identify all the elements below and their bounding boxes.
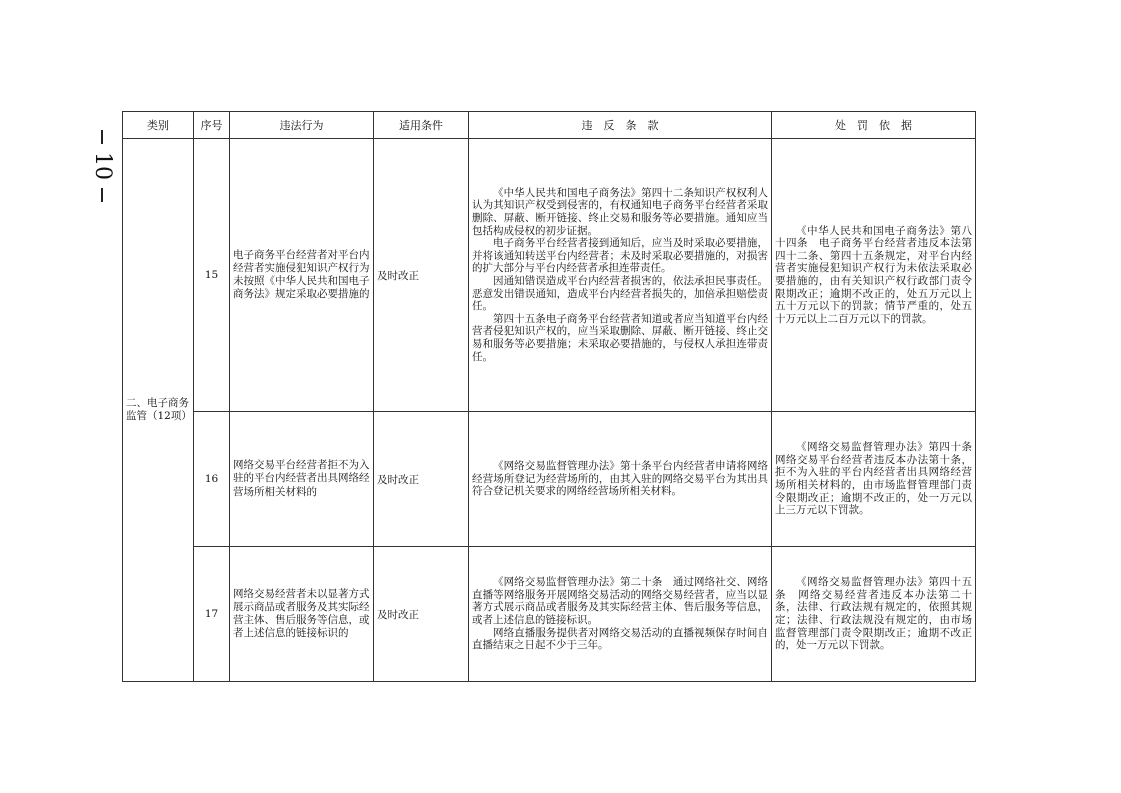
category-cell: 二、电子商务监管（12项）	[123, 139, 194, 682]
page-number-dash	[101, 130, 103, 144]
penalty-paragraph: 《中华人民共和国电子商务法》第八十四条 电子商务平台经营者违反本法第四十二条、第四十五条规定，对平台内经营者实施侵犯知识产权行为未依法采取必要措施的，由有关知识产权行政部门责令限期改正；逾期不改正的，处五万元以上五十万元以下的罚款；情节严重的，处五十万元以上二百万元以下的罚款。	[775, 224, 972, 325]
article-paragraph: 《网络交易监督管理办法》第十条平台内经营者申请将网络经营场所登记为经营场所的，由其入驻的网络交易平台为其出具符合登记机关要求的网络经营场所相关材料。	[472, 460, 768, 498]
violation-cell: 网络交易经营者未以显著方式展示商品或者服务及其实际经营主体、售后服务等信息，或者上述信息的链接标识的	[230, 547, 374, 682]
violation-cell: 电子商务平台经营者对平台内经营者实施侵犯知识产权行为未按照《中华人民共和国电子商务法》规定采取必要措施的	[230, 139, 374, 412]
penalty-cell	[772, 139, 976, 412]
condition-cell: 及时改正	[374, 139, 469, 412]
article-paragraph: 因通知错误造成平台内经营者损害的，依法承担民事责任。恶意发出错误通知，造成平台内经营者损失的，加倍承担赔偿责任。	[472, 275, 768, 313]
page-number-text: 10	[90, 152, 115, 180]
header-seq: 序号	[194, 112, 230, 139]
violation-cell: 网络交易平台经营者拒不为入驻的平台内经营者出具网络经营场所相关材料的	[230, 412, 374, 547]
condition-cell: 及时改正	[374, 547, 469, 682]
header-category: 类别	[123, 112, 194, 139]
penalty-cell	[772, 547, 976, 682]
article-paragraph: 第四十五条电子商务平台经营者知道或者应当知道平台内经营者侵犯知识产权的，应当采取删除、屏蔽、断开链接、终止交易和服务等必要措施；未采取必要措施的，与侵权人承担连带责任。	[472, 312, 768, 363]
articles-cell	[469, 412, 772, 547]
article-paragraph: 《网络交易监督管理办法》第二十条 通过网络社交、网络直播等网络服务开展网络交易活动的网络交易经营者，应当以显著方式展示商品或者服务及其实际经营主体、售后服务等信息，或者上述信息的链接标识。	[472, 576, 768, 626]
seq-cell: 17	[194, 547, 230, 682]
seq-cell: 16	[194, 412, 230, 547]
table-row	[123, 547, 976, 682]
article-paragraph: 《中华人民共和国电子商务法》第四十二条知识产权权利人认为其知识产权受到侵害的，有权通知电子商务平台经营者采取删除、屏蔽、断开链接、终止交易和服务等必要措施。通知应当包括构成侵权的初步证据。	[472, 186, 768, 237]
page-number-dash	[101, 188, 103, 202]
header-penalty: 处 罚 依 据	[772, 112, 976, 139]
articles-cell	[469, 547, 772, 682]
table-row	[123, 412, 976, 547]
regulation-table	[122, 111, 983, 682]
article-paragraph: 电子商务平台经营者接到通知后，应当及时采取必要措施，并将该通知转送平台内经营者；未及时采取必要措施的，对损害的扩大部分与平台内经营者承担连带责任。	[472, 237, 768, 275]
seq-cell: 15	[194, 139, 230, 412]
penalty-paragraph: 《网络交易监督管理办法》第四十五条 网络交易经营者违反本办法第二十条，法律、行政法规有规定的，依照其规定；法律、行政法规没有规定的，由市场监督管理部门责令限期改正；逾期不改正的，处一万元以下罚款。	[775, 576, 972, 652]
article-paragraph: 网络直播服务提供者对网络交易活动的直播视频保存时间自直播结束之日起不少于三年。	[472, 626, 768, 652]
penalty-paragraph: 《网络交易监督管理办法》第四十条 网络交易平台经营者违反本办法第十条，拒不为入驻的平台内经营者出具网络经营场所相关材料的，由市场监督管理部门责令限期改正；逾期不改正的，处一万元以上三万元以下罚款。	[775, 441, 983, 517]
table-header-row	[123, 112, 976, 139]
header-violation: 违法行为	[230, 112, 374, 139]
penalty-cell	[772, 412, 983, 547]
condition-cell: 及时改正	[374, 412, 469, 547]
table-row	[123, 139, 976, 412]
header-condition: 适用条件	[374, 112, 469, 139]
articles-cell	[469, 139, 772, 412]
page-number	[88, 128, 116, 238]
header-articles: 违 反 条 款	[469, 112, 772, 139]
